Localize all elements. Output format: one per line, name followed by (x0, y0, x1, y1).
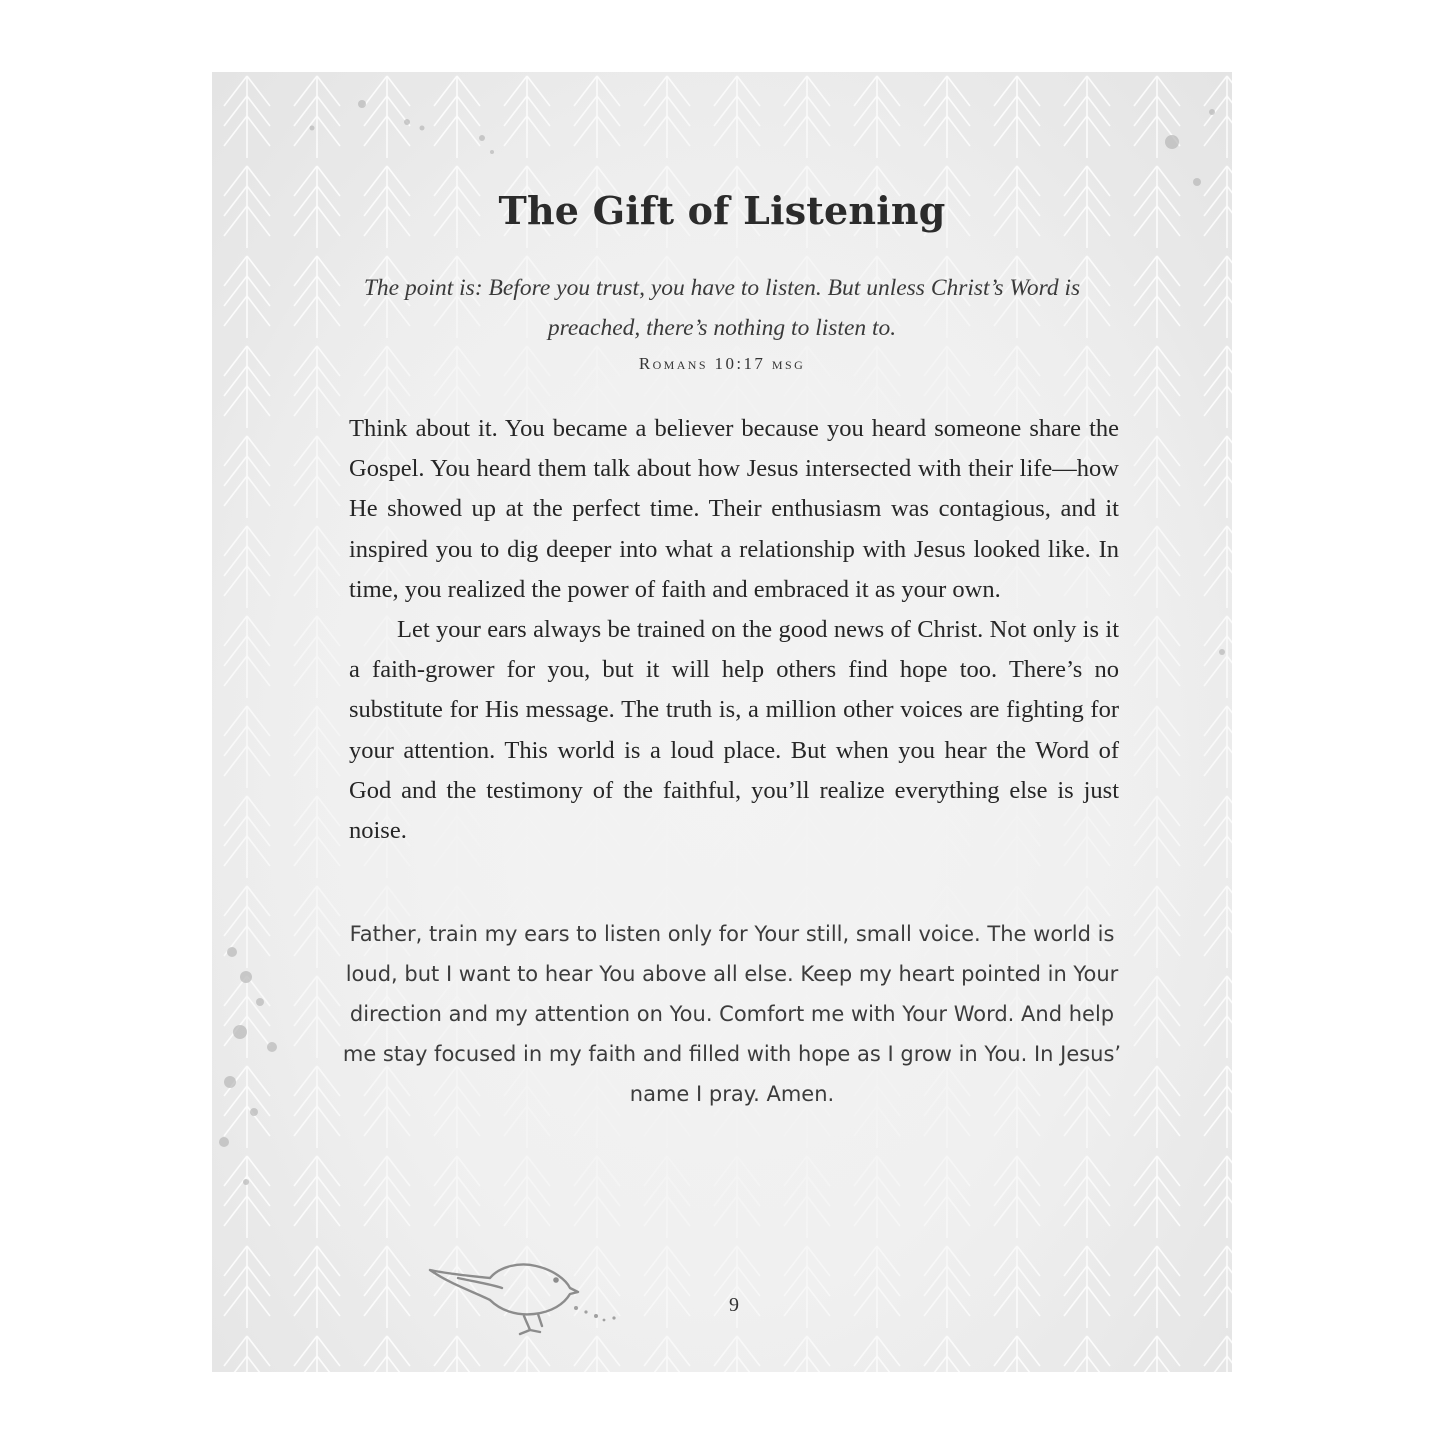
body-paragraph: Think about it. You became a believer because you heard someone share the Gospel. You heard them talk about how Jesus intersected with their life—how He showed up at the perfect time. Their enthusiasm was contagious, and it inspired you to dig deeper into what a relationship with Jesus looked like. In time, you realized the power of faith and embraced it as your own. (349, 415, 1119, 603)
body-paragraph: Let your ears always be trained on the good news of Christ. Not only is it a faith-grower for you, but it will help others find hope too. There’s no substitute for His message. The truth is, a million other voices are fighting for your attention. This world is a loud place. But when you hear the Word of God and the testimony of the faithful, you’ll realize everything else is just noise. (349, 616, 1119, 845)
scripture-reference: Romans 10:17 msg (638, 354, 806, 373)
chapter-title: The Gift of Listening (498, 188, 946, 233)
prayer-text: Father, train my ears to listen only for Your still, small voice. The world is loud, but I want to hear You above all else. Keep my heart pointed in Your direction and my attention on You. Comfort me with Your Word. And help me stay focused in my faith and filled with hope as I grow in You. In Jesus’ name I pray. Amen. (342, 922, 1122, 1106)
epigraph-quote: The point is: Before you trust, you have to listen. But unless Christ’s Word is preached, there’s nothing to listen to. (363, 275, 1081, 341)
page-content (212, 72, 1232, 1372)
devotional-body (349, 409, 1119, 851)
book-page (212, 72, 1232, 1372)
bird-icon (428, 1258, 628, 1338)
page-number: 9 (729, 1294, 739, 1316)
